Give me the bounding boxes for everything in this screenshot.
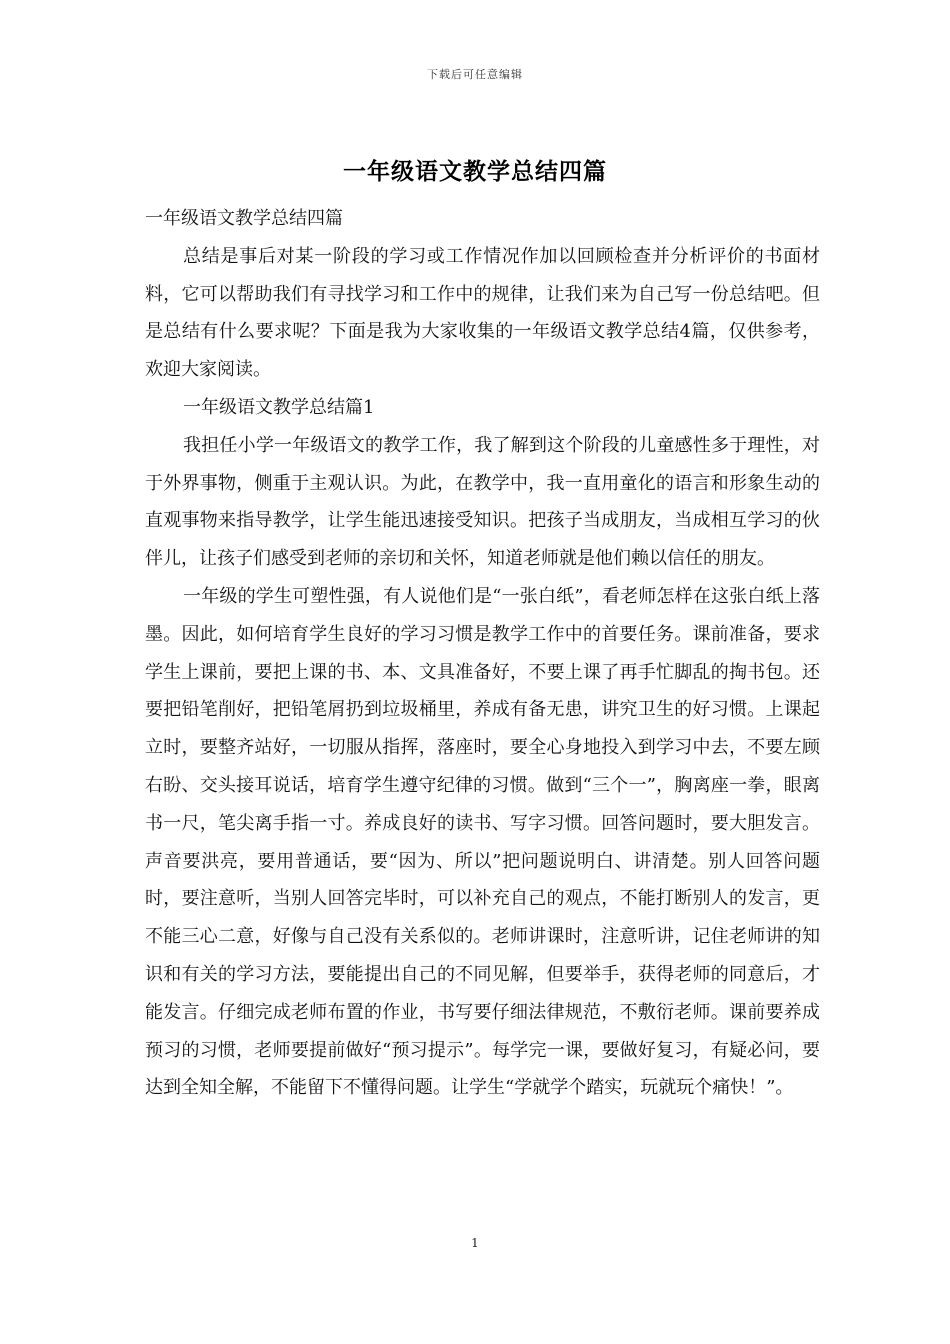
- body-paragraph: 一年级的学生可塑性强，有人说他们是“一张白纸”，看老师怎样在这张白纸上落墨。因此，如何培育学生良好的学习习惯是教学工作中的首要任务。课前准备，要求学生上课前，要把上课的书、本、文具准备好，不要上课了再手忙脚乱的掏书包。还要把铅笔削好，把铅笔屑扔到垃圾桶里，养成有备无患，讲究卫生的好习惯。上课起立时，要整齐站好，一切服从指挥，落座时，要全心身地投入到学习中去，不要左顾右盼、交头接耳说话，培育学生遵守纪律的习惯。做到“三个一”，胸离座一拳，眼离书一尺，笔尖离手指一寸。养成良好的读书、写字习惯。回答问题时，要大胆发言。声音要洪亮，要用普通话，要“因为、所以”把问题说明白、讲清楚。别人回答问题时，要注意听，当别人回答完毕时，可以补充自己的观点，不能打断别人的发言，更不能三心二意，好像与自己没有关系似的。老师讲课时，注意听讲，记住老师讲的知识和有关的学习方法，要能提出自己的不同见解，但要举手，获得老师的同意后，才能发言。仔细完成老师布置的作业，书写要仔细法律规范，不敷衍老师。课前要养成预习的习惯，老师要提前做好“预习提示”。每学完一课，要做好复习，有疑必问，要达到全知全解，不能留下不懂得问题。让学生“学就学个踏实，玩就玩个痛快！”。: [145, 585, 820, 1099]
- document-body: [145, 200, 820, 1107]
- section-heading: 一年级语文教学总结篇1: [183, 396, 375, 418]
- document-title: 一年级语文教学总结四篇: [343, 158, 607, 185]
- body-paragraph: 我担任小学一年级语文的教学工作，我了解到这个阶段的儿童感性多于理性，对于外界事物，侧重于主观认识。为此，在教学中，我一直用童化的语言和形象生动的直观事物来指导教学，让学生能迅速接受知识。把孩子当成朋友，当成相互学习的伙伴儿，让孩子们感受到老师的亲切和关怀，知道老师就是他们赖以信任的朋友。: [145, 434, 820, 570]
- intro-paragraph: 总结是事后对某一阶段的学习或工作情况作加以回顾检查并分析评价的书面材料，它可以帮助我们有寻找学习和工作中的规律，让我们来为自己写一份总结吧。但是总结有什么要求呢？下面是我为大家收集的一年级语文教学总结4篇，仅供参考，欢迎大家阅读。: [145, 245, 820, 381]
- page-number: 1: [471, 1236, 479, 1250]
- page-header-note: 下载后可任意编辑: [427, 68, 523, 81]
- subtitle-paragraph: 一年级语文教学总结四篇: [145, 208, 343, 229]
